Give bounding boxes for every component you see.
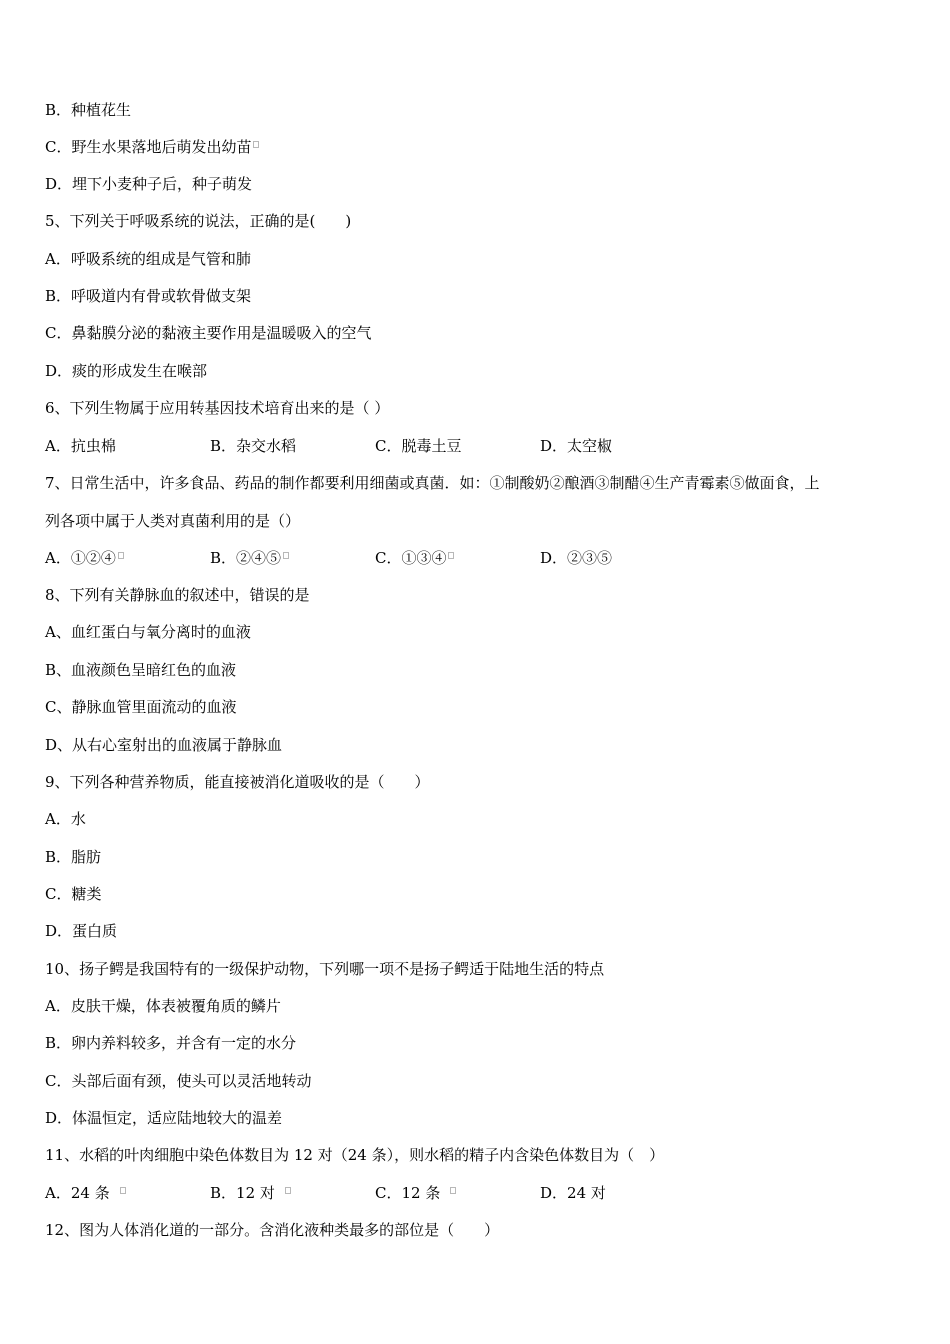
q10-stem: 10、扬子鳄是我国特有的一级保护动物，下列哪一项不是扬子鳄适于陆地生活的特点 (45, 960, 605, 978)
q6-option-c: C．脱毒土豆 (375, 437, 462, 455)
q8-option-d: D、从右心室射出的血液属于静脉血 (45, 736, 283, 754)
placeholder-glyph-icon (120, 1187, 126, 1194)
placeholder-glyph-icon (253, 141, 259, 148)
q7-option-b: B．②④⑤ (210, 548, 289, 568)
q6-option-a: A．抗虫棉 (45, 437, 116, 455)
q11-option-d: D．24 对 (540, 1184, 606, 1202)
q7-option-d: D．②③⑤ (540, 549, 613, 567)
q4-option-c: C．野生水果落地后萌发出幼苗 (45, 137, 259, 157)
q7-option-a: A．①②④ (45, 548, 124, 568)
placeholder-glyph-icon (283, 552, 289, 559)
q7-stem-line2: 列各项中属于人类对真菌利用的是（） (45, 512, 301, 530)
q9-option-a: A．水 (45, 810, 86, 828)
q7-option-c: C．①③④ (375, 548, 454, 568)
q11-stem: 11、水稻的叶肉细胞中染色体数目为 12 对（24 条），则水稻的精子内含染色体数目为（ ） (45, 1146, 665, 1164)
q9-stem: 9、下列各种营养物质，能直接被消化道吸收的是（ ） (45, 773, 430, 791)
q6-option-b: B．杂交水稻 (210, 437, 297, 455)
q6-option-d: D．太空椒 (540, 437, 613, 455)
q9-option-d: D．蛋白质 (45, 922, 118, 940)
q4-option-b: B．种植花生 (45, 101, 132, 119)
q5-option-b: B．呼吸道内有骨或软骨做支架 (45, 287, 252, 305)
q4-option-d: D．埋下小麦种子后，种子萌发 (45, 175, 253, 193)
q10-option-a: A．皮肤干燥，体表被覆角质的鳞片 (45, 997, 281, 1015)
q11-option-a: A．24 条 (45, 1183, 126, 1203)
q11-option-c: C．12 条 (375, 1183, 456, 1203)
q7-stem-line1: 7、日常生活中，许多食品、药品的制作都要利用细菌或真菌．如：①制酸奶②酿酒③制醋④生产青霉素⑤做面食，上 (45, 474, 820, 492)
q8-stem: 8、下列有关静脉血的叙述中，错误的是 (45, 586, 310, 604)
q8-option-a: A、血红蛋白与氧分离时的血液 (45, 623, 251, 641)
placeholder-glyph-icon (450, 1187, 456, 1194)
q12-stem: 12、图为人体消化道的一部分。含消化液种类最多的部位是（ ） (45, 1221, 500, 1239)
q6-stem: 6、下列生物属于应用转基因技术培育出来的是（ ） (45, 399, 390, 417)
q8-option-c: C、静脉血管里面流动的血液 (45, 698, 237, 716)
q5-option-d: D．痰的形成发生在喉部 (45, 362, 208, 380)
placeholder-glyph-icon (118, 552, 124, 559)
q9-option-b: B．脂肪 (45, 848, 102, 866)
q8-option-b: B、血液颜色呈暗红色的血液 (45, 661, 237, 679)
q11-option-b: B．12 对 (210, 1183, 291, 1203)
placeholder-glyph-icon (285, 1187, 291, 1194)
q5-option-a: A．呼吸系统的组成是气管和肺 (45, 250, 251, 268)
placeholder-glyph-icon (448, 552, 454, 559)
q5-stem: 5、下列关于呼吸系统的说法，正确的是( ) (45, 212, 352, 230)
q10-option-c: C．头部后面有颈，使头可以灵活地转动 (45, 1072, 312, 1090)
q10-option-b: B．卵内养料较多，并含有一定的水分 (45, 1034, 297, 1052)
q10-option-d: D．体温恒定，适应陆地较大的温差 (45, 1109, 283, 1127)
q9-option-c: C．糖类 (45, 885, 102, 903)
q5-option-c: C．鼻黏膜分泌的黏液主要作用是温暖吸入的空气 (45, 324, 372, 342)
